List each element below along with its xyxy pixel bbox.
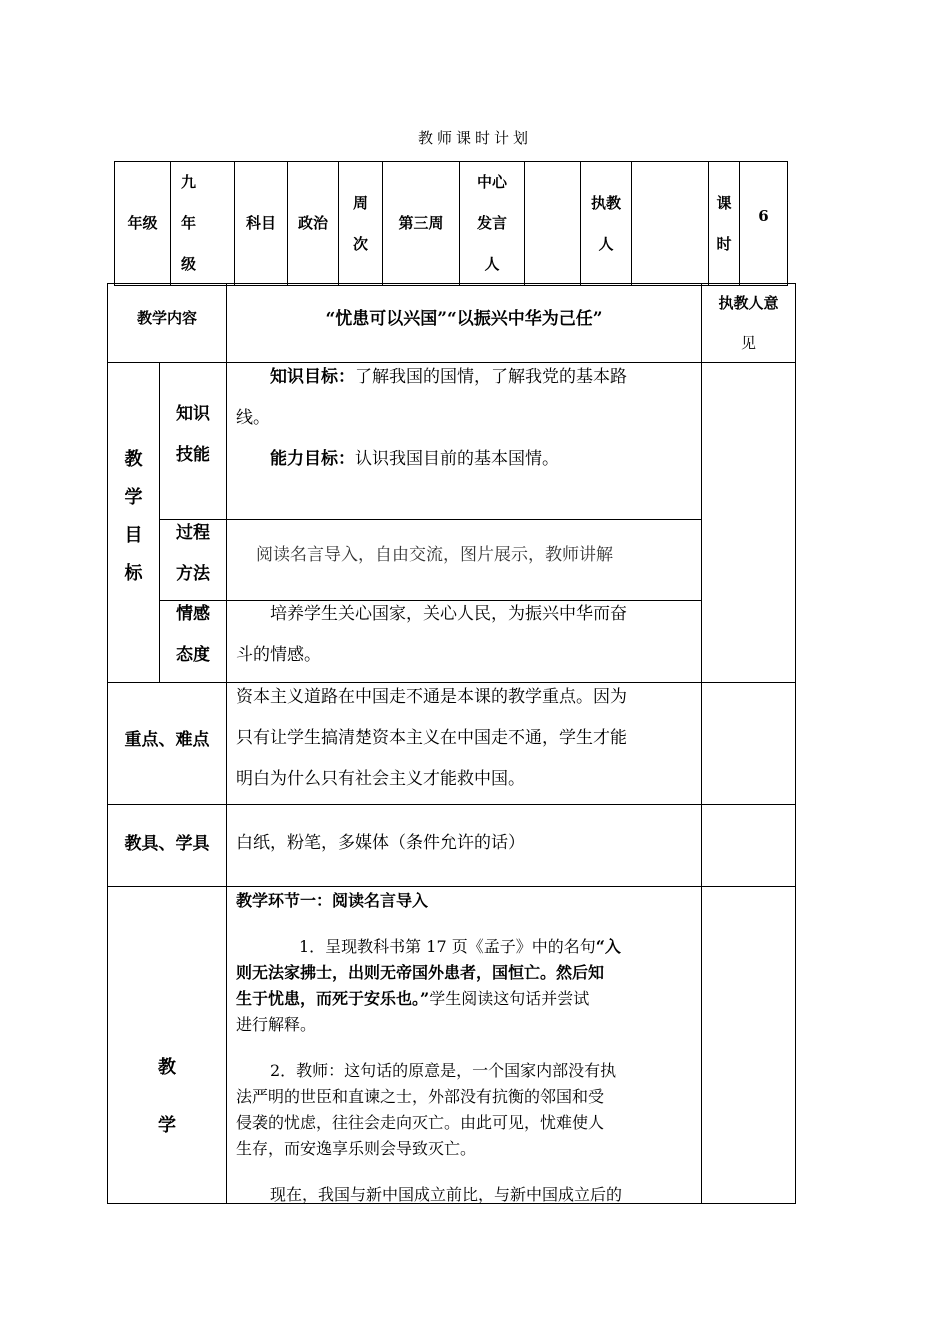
emotion-label-2: 态度 [176, 645, 210, 665]
process-content-cell [226, 519, 702, 601]
subject-value: 政治 [288, 162, 339, 286]
teaching-p1-suffix-2: 进行解释。 [236, 1015, 317, 1034]
header-table [114, 161, 788, 286]
content-label-cell [107, 283, 227, 363]
opinion-label-1: 执教人意 [718, 294, 779, 312]
teaching-p2-line-3: 侵袭的忧虑，往往会走向灭亡。由此可见，忧难使人 [236, 1113, 605, 1132]
teaching-label-2: 学 [158, 1115, 176, 1136]
speaker-label-3: 人 [484, 255, 500, 273]
week-label-1: 周 [352, 193, 368, 212]
week-label-2: 次 [352, 234, 368, 253]
teacher-value [632, 162, 709, 286]
hours-label-2: 时 [716, 234, 732, 253]
teaching-content-cell [226, 886, 702, 1204]
opinion-label-2: 见 [740, 334, 756, 352]
teaching-p1-line-3 [236, 986, 697, 1012]
knowledge-label-cell [159, 362, 227, 520]
emotion-content-cell [226, 600, 702, 683]
hours-label [709, 162, 740, 286]
teaching-section-title: 教学环节一：阅读名言导入 [236, 891, 429, 910]
knowledge-label [160, 394, 226, 476]
grade-value-3: 级 [181, 255, 197, 273]
process-label [160, 513, 226, 595]
process-label-1: 过程 [176, 523, 210, 543]
teaching-p1-prefix: 1．呈现教科书第 17 页《孟子》中的名句 [299, 937, 596, 956]
emotion-label-cell [159, 600, 227, 683]
teaching-p1-quote-3: 生于忧患，而死于安乐也。” [236, 989, 430, 1008]
grade-value-1: 九 [181, 173, 197, 191]
week-value: 第三周 [383, 162, 460, 286]
teaching-content [227, 888, 701, 1204]
knowledge-label-1: 知识 [176, 404, 210, 424]
emotion-label-1: 情感 [176, 604, 210, 624]
tools-label: 教具、学具 [124, 834, 210, 854]
teacher-label [581, 162, 632, 286]
hours-label-1: 课 [716, 193, 732, 212]
week-label [339, 162, 383, 286]
content-topic-cell [226, 283, 702, 363]
goals-label-cell [107, 362, 160, 683]
emotion-label [160, 594, 226, 676]
speaker-label [460, 162, 525, 286]
teaching-label-1: 教 [158, 1057, 176, 1078]
goals-label-char-2: 学 [124, 487, 143, 508]
content-label: 教学内容 [136, 309, 197, 327]
teacher-label-2: 人 [598, 234, 614, 253]
knowledge-line-1 [236, 357, 701, 398]
goals-label-char-3: 目 [124, 525, 143, 546]
key-points-opinion-cell [701, 682, 796, 805]
emotion-content [227, 594, 701, 676]
goals-opinion-cell [701, 362, 796, 683]
key-points-content [227, 677, 701, 800]
emotion-line-1: 培养学生关心国家，关心人民，为振兴中华而奋 [270, 604, 627, 624]
opinion-header-cell [701, 283, 796, 363]
teacher-label-1: 执教 [590, 193, 621, 212]
speaker-value [525, 162, 581, 286]
speaker-label-2: 发言 [476, 214, 507, 232]
key-points-label: 重点、难点 [124, 730, 210, 750]
teaching-p2-line-4: 生存，而安逸享乐则会导致灭亡。 [236, 1139, 477, 1158]
teaching-p2-line-2: 法严明的世臣和直谏之士，外部没有抗衡的邻国和受 [236, 1087, 605, 1106]
goals-label-char-1: 教 [124, 449, 143, 470]
knowledge-goal-text: 了解我国的国情，了解我党的基本路 [355, 367, 627, 387]
teaching-p1-quote-1: “入 [595, 937, 621, 956]
tools-content-cell [226, 804, 702, 887]
tools-label-cell [107, 804, 227, 887]
key-points-line-1: 资本主义道路在中国走不通是本课的教学重点。因为 [236, 687, 627, 707]
subject-label: 科目 [235, 162, 288, 286]
grade-label: 年级 [115, 162, 171, 286]
grade-value-2: 年 [181, 214, 197, 232]
page-title: 教师课时计划 [417, 129, 532, 147]
key-points-content-cell [226, 682, 702, 805]
teaching-p3 [236, 1182, 697, 1204]
process-text: 阅读名言导入，自由交流，图片展示，教师讲解 [256, 545, 613, 565]
opinion-label [702, 283, 795, 363]
emotion-line-2: 斗的情感。 [236, 645, 321, 665]
teaching-p1-quote-2: 则无法家拂士，出则无帝国外患者，国恒亡。然后知 [236, 963, 605, 982]
process-label-cell [159, 519, 227, 601]
key-points-line-3: 明白为什么只有社会主义才能救中国。 [236, 769, 525, 789]
speaker-label-1: 中心 [476, 173, 507, 191]
teaching-label-cell [107, 886, 227, 1204]
ability-goal-label: 能力目标： [270, 449, 355, 469]
knowledge-content [227, 357, 701, 480]
tools-opinion-cell [701, 804, 796, 887]
teaching-opinion-cell [701, 886, 796, 1204]
teaching-p1 [236, 934, 697, 1038]
teaching-label [108, 1039, 226, 1155]
key-points-label-cell [107, 682, 227, 805]
content-topic: “忧患可以兴国”“以振兴中华为己任” [325, 309, 603, 329]
tools-text: 白纸，粉笔，多媒体（条件允许的话） [236, 833, 525, 853]
goals-label-char-4: 标 [124, 563, 143, 584]
knowledge-label-2: 技能 [176, 445, 210, 465]
key-points-line-2: 只有让学生搞清楚资本主义在中国走不通，学生才能 [236, 728, 627, 748]
knowledge-content-cell [226, 362, 702, 520]
knowledge-goal-label: 知识目标： [270, 367, 355, 387]
goals-label [108, 441, 159, 593]
teaching-p1-suffix-1: 学生阅读这句话并尝试 [429, 989, 590, 1008]
hours-value: 6 [740, 162, 788, 286]
knowledge-line-2: 线。 [236, 408, 270, 428]
teaching-p2-line-1: 2．教师：这句话的原意是，一个国家内部没有执 [270, 1061, 617, 1080]
teaching-p1-line-1 [236, 934, 697, 960]
teaching-p2 [236, 1058, 697, 1162]
knowledge-line-3 [236, 439, 701, 480]
teaching-p3-line-1: 现在，我国与新中国成立前比，与新中国成立后的 [270, 1185, 623, 1204]
grade-value [171, 162, 235, 286]
ability-goal-text: 认识我国目前的基本国情。 [355, 449, 559, 469]
process-label-2: 方法 [176, 564, 210, 584]
